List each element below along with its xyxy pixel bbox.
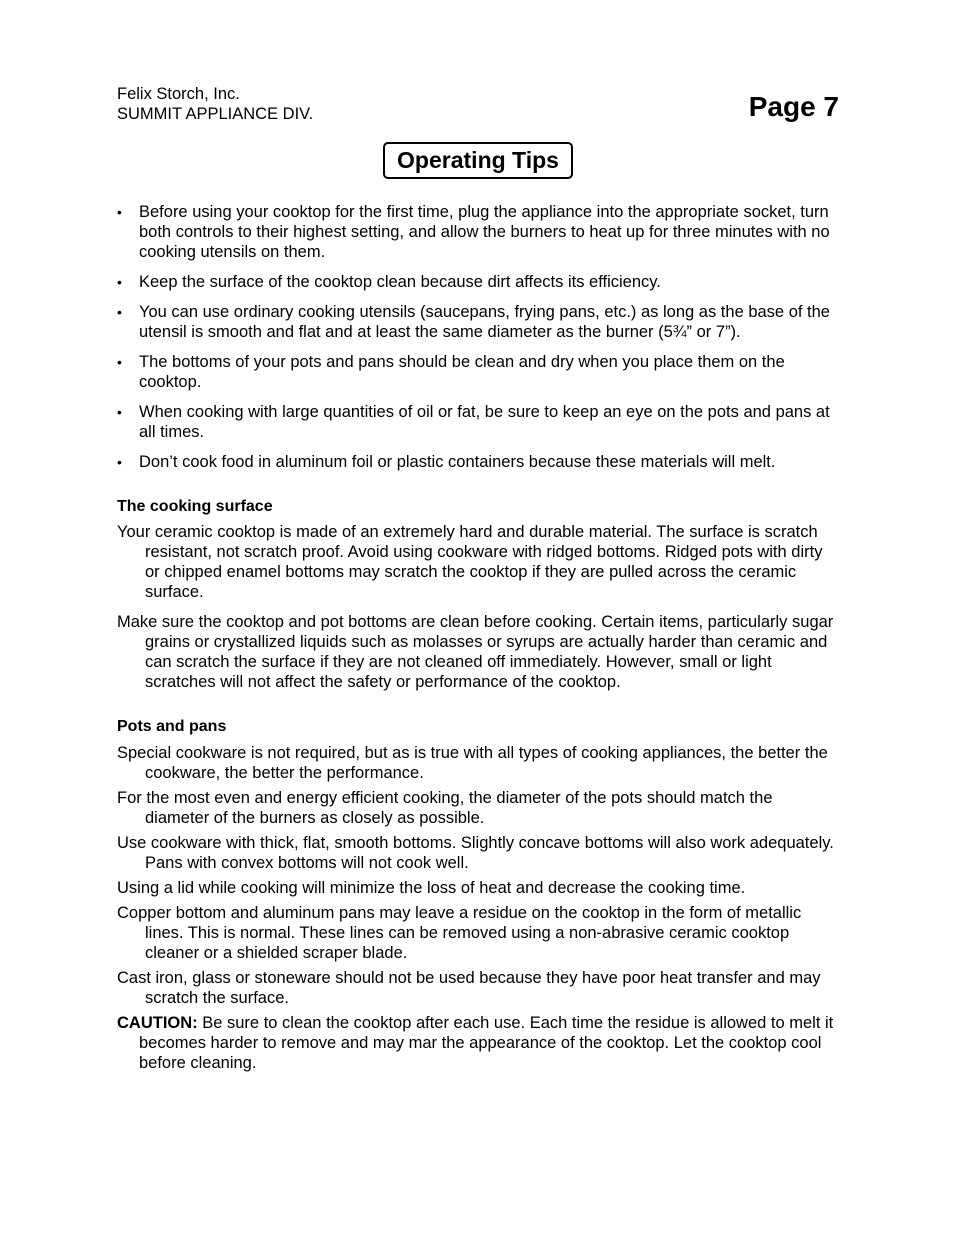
tip-text: Keep the surface of the cooktop clean because dirt affects its efficiency. [139, 273, 661, 291]
bullet-icon: • [117, 454, 122, 470]
cooking-surface-paragraph: Make sure the cooktop and pot bottoms are clean before cooking. Certain items, particularly sugar grains or crystallized liquids such as molasses or syrups are actually harder than ceramic and can scratch the surface if they are not cleaned off immediately. However, small or light scratches will not affect the safety or performance of the cooktop. [117, 613, 834, 691]
caution-text: Be sure to clean the cooktop after each use. Each time the residue is allowed to melt it becomes harder to remove and may mar the appearance of the cooktop. Let the cooktop cool before cleaning. [139, 1014, 834, 1072]
tip-item [117, 402, 839, 442]
company-line-1: Felix Storch, Inc. [117, 85, 240, 103]
cooking-surface-paragraph: Your ceramic cooktop is made of an extremely hard and durable material. The surface is scratch resistant, not scratch proof. Avoid using cookware with ridged bottoms. Ridged pots with dirty or chipped enamel bottoms may scratch the cooktop if they are pulled across the ceramic surface. [117, 523, 823, 601]
pots-pans-paragraph: Special cookware is not required, but as is true with all types of cooking appliances, the better the cookware, the better the performance. [117, 744, 828, 782]
tip-text: You can use ordinary cooking utensils (saucepans, frying pans, etc.) as long as the base of the utensil is smooth and flat and at least the same diameter as the burner (5¾” or 7”). [139, 303, 830, 341]
pots-pans-paragraph: Use cookware with thick, flat, smooth bottoms. Slightly concave bottoms will also work adequately. Pans with convex bottoms will not cook well. [117, 834, 834, 872]
tip-text: Don’t cook food in aluminum foil or plastic containers because these materials will melt. [139, 453, 776, 471]
page-number: Page 7 [748, 91, 839, 122]
bullet-icon: • [117, 404, 122, 420]
bullet-icon: • [117, 204, 122, 220]
tip-item [117, 452, 839, 472]
title-wrapper [117, 142, 839, 178]
page-title: Operating Tips [383, 142, 573, 179]
tip-item [117, 352, 839, 392]
tip-text: When cooking with large quantities of oil or fat, be sure to keep an eye on the pots and pans at all times. [139, 403, 830, 441]
caution-label: CAUTION: [117, 1014, 198, 1032]
pots-pans-paragraph: For the most even and energy efficient cooking, the diameter of the pots should match the diameter of the burners as closely as possible. [117, 789, 773, 827]
tip-item [117, 302, 839, 342]
company-name [117, 84, 313, 124]
company-line-2: SUMMIT APPLIANCE DIV. [117, 105, 314, 123]
cooking-surface-heading: The cooking surface [117, 498, 273, 515]
bullet-icon: • [117, 274, 122, 290]
tip-item [117, 272, 839, 292]
tip-item [117, 202, 839, 262]
pots-and-pans-heading: Pots and pans [117, 718, 227, 735]
tip-text: The bottoms of your pots and pans should be clean and dry when you place them on the cooktop. [139, 353, 785, 391]
pots-pans-paragraph: Cast iron, glass or stoneware should not be used because they have poor heat transfer and may scratch the surface. [117, 969, 821, 1007]
pots-pans-paragraph: Copper bottom and aluminum pans may leave a residue on the cooktop in the form of metallic lines. This is normal. These lines can be removed using a non-abrasive ceramic cooktop cleaner or a shielded scraper blade. [117, 904, 802, 962]
caution-note [117, 1013, 839, 1073]
tips-list [117, 202, 839, 472]
pots-pans-paragraph: Using a lid while cooking will minimize the loss of heat and decrease the cooking time. [117, 879, 746, 897]
bullet-icon: • [117, 354, 122, 370]
page-header [117, 82, 839, 132]
document-page [117, 82, 839, 1073]
tip-text: Before using your cooktop for the first time, plug the appliance into the appropriate socket, turn both controls to their highest setting, and allow the burners to heat up for three minutes with no cooking utensils on them. [139, 203, 830, 261]
bullet-icon: • [117, 304, 122, 320]
